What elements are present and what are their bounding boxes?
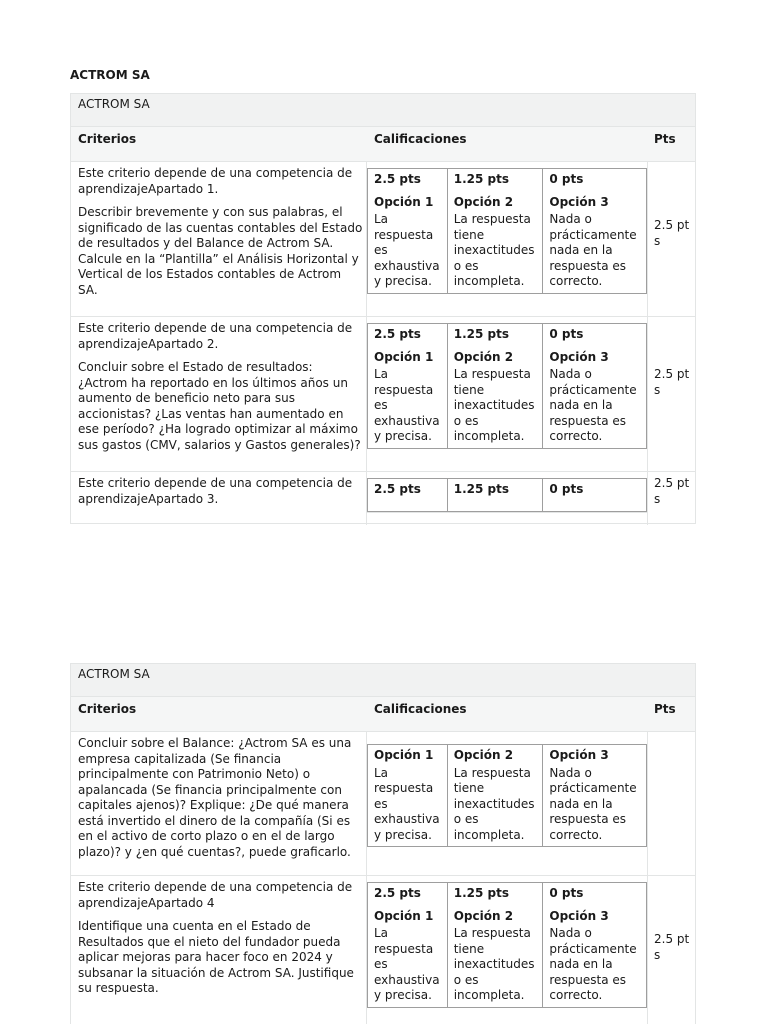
criterion-description (78, 736, 363, 860)
criterion-row (71, 732, 695, 876)
rating-option[interactable] (542, 169, 646, 293)
criterion-detail: Concluir sobre el Estado de resultados: ¿Actrom ha reportado en los últimos años un aumento de beneficio neto para sus accionistas? ¿Las ventas han aumentado en ese período? ¿Ha logrado optimizar al máximo sus gastos (CMV, salarios y Gastos generales)? (78, 360, 361, 452)
rating-points: 0 pts (549, 172, 584, 186)
criterion-description (78, 476, 363, 507)
rating-option[interactable] (368, 169, 447, 293)
rating-option[interactable] (368, 745, 447, 846)
rating-description: Nada o prácticamente nada en la respuesta es correcto. (549, 926, 637, 1002)
criterion-points: 2.5 pts (654, 218, 690, 248)
criterion-intro: Concluir sobre el Balance: ¿Actrom SA es una empresa capitalizada (Se financia principalmente con Patrimonio Neto) o apalancada (Se financia principalmente con capitales ajenos)? Explique: ¿De qué manera está invertido el dinero de la compañía (Si es en el activo de corto plazo o en el de largo plazo)? y ¿en qué cuentas?, puede graficarlo. (78, 736, 352, 859)
header-ratings: Calificaciones (374, 702, 467, 716)
criterion-points: 2.5 pts (654, 367, 690, 397)
rating-option[interactable] (368, 479, 447, 511)
header-pts: Pts (654, 702, 676, 716)
rating-description: La respuesta tiene inexactitudes o es incompleta. (453, 212, 535, 288)
rating-name: Opción 3 (549, 349, 609, 364)
rating-option[interactable] (447, 169, 543, 293)
rating-description: La respuesta es exhaustiva y precisa. (374, 212, 440, 288)
rating-option[interactable] (447, 324, 543, 448)
rating-description: La respuesta tiene inexactitudes o es incompleta. (453, 367, 535, 443)
ratings-group (367, 882, 647, 1008)
criterion-intro: Este criterio depende de una competencia de aprendizajeApartado 3. (78, 476, 353, 506)
criterion-intro: Este criterio depende de una competencia de aprendizajeApartado 2. (78, 321, 353, 351)
rating-points: 1.25 pts (453, 172, 509, 186)
rating-points: 2.5 pts (374, 482, 421, 496)
rating-option[interactable] (447, 479, 543, 511)
criterion-row (71, 876, 695, 1024)
rubric-title: ACTROM SA (71, 664, 695, 697)
rating-name: Opción 1 (374, 194, 434, 209)
rating-option[interactable] (368, 324, 447, 448)
rating-description: La respuesta tiene inexactitudes o es incompleta. (453, 926, 535, 1002)
rating-option[interactable] (447, 883, 543, 1007)
ratings-group (367, 478, 647, 512)
rating-name: Opción 3 (549, 908, 609, 923)
rating-name: Opción 1 (374, 748, 434, 762)
rating-name: Opción 2 (453, 194, 514, 209)
rating-name: Opción 3 (549, 194, 609, 209)
rating-name: Opción 2 (453, 349, 514, 364)
rating-option[interactable] (542, 479, 646, 511)
rubric-title: ACTROM SA (71, 94, 695, 127)
ratings-group (367, 744, 647, 847)
rating-description: La respuesta es exhaustiva y precisa. (374, 765, 440, 842)
criterion-row (71, 317, 695, 472)
rating-points: 2.5 pts (374, 172, 421, 186)
criterion-intro: Este criterio depende de una competencia de aprendizajeApartado 1. (78, 166, 353, 196)
rating-description: La respuesta es exhaustiva y precisa. (374, 926, 440, 1002)
rating-description: La respuesta tiene inexactitudes o es incompleta. (453, 765, 535, 842)
header-criteria: Criterios (78, 132, 137, 146)
rating-name: Opción 1 (374, 349, 434, 364)
rating-name: Opción 3 (549, 748, 609, 762)
ratings-group (367, 323, 647, 449)
rating-name: Opción 2 (453, 748, 514, 762)
criterion-detail: Identifique una cuenta en el Estado de Resultados que el nieto del fundador pueda aplicar mejoras para hacer foco en 2024 y subsanar la situación de Actrom SA. Justifique su respuesta. (78, 919, 354, 995)
rating-option[interactable] (368, 883, 447, 1007)
criterion-detail: Describir brevemente y con sus palabras, el significado de las cuentas contables del Estado de resultados y del Balance de Actrom SA. Calcule en la “Plantilla” el Análisis Horizontal y Vertical de los Estados contables de Actrom SA. (78, 205, 363, 297)
header-pts: Pts (654, 132, 676, 146)
rating-points: 1.25 pts (453, 327, 509, 341)
criterion-points: 2.5 pts (654, 476, 690, 506)
rating-points: 0 pts (549, 482, 584, 496)
rating-points: 1.25 pts (453, 482, 509, 496)
rating-points: 2.5 pts (374, 327, 421, 341)
document-heading: ACTROM SA (70, 68, 150, 82)
rating-description: Nada o prácticamente nada en la respuesta es correcto. (549, 765, 637, 842)
rating-points: 0 pts (549, 327, 584, 341)
rubric-header-row (71, 697, 695, 732)
rating-description: La respuesta es exhaustiva y precisa. (374, 367, 440, 443)
header-ratings: Calificaciones (374, 132, 467, 146)
criterion-intro: Este criterio depende de una competencia de aprendizajeApartado 4 (78, 880, 353, 910)
rating-points: 1.25 pts (453, 886, 509, 900)
rating-name: Opción 1 (374, 908, 434, 923)
criterion-points: 2.5 pts (654, 932, 690, 962)
rating-points: 0 pts (549, 886, 584, 900)
rating-description: Nada o prácticamente nada en la respuesta es correcto. (549, 367, 637, 443)
rating-option[interactable] (447, 745, 543, 846)
header-criteria: Criterios (78, 702, 137, 716)
rating-name: Opción 2 (453, 908, 514, 923)
rating-option[interactable] (542, 324, 646, 448)
criterion-description (78, 321, 363, 453)
rubric-table (70, 663, 696, 1024)
rating-description: Nada o prácticamente nada en la respuesta es correcto. (549, 212, 637, 288)
rubric-header-row (71, 127, 695, 162)
rubric-table (70, 93, 696, 524)
ratings-group (367, 168, 647, 294)
rating-option[interactable] (542, 745, 646, 846)
criterion-row (71, 472, 695, 525)
rating-option[interactable] (542, 883, 646, 1007)
criterion-description (78, 880, 363, 997)
rating-points: 2.5 pts (374, 886, 421, 900)
criterion-description (78, 166, 363, 298)
criterion-row (71, 162, 695, 317)
